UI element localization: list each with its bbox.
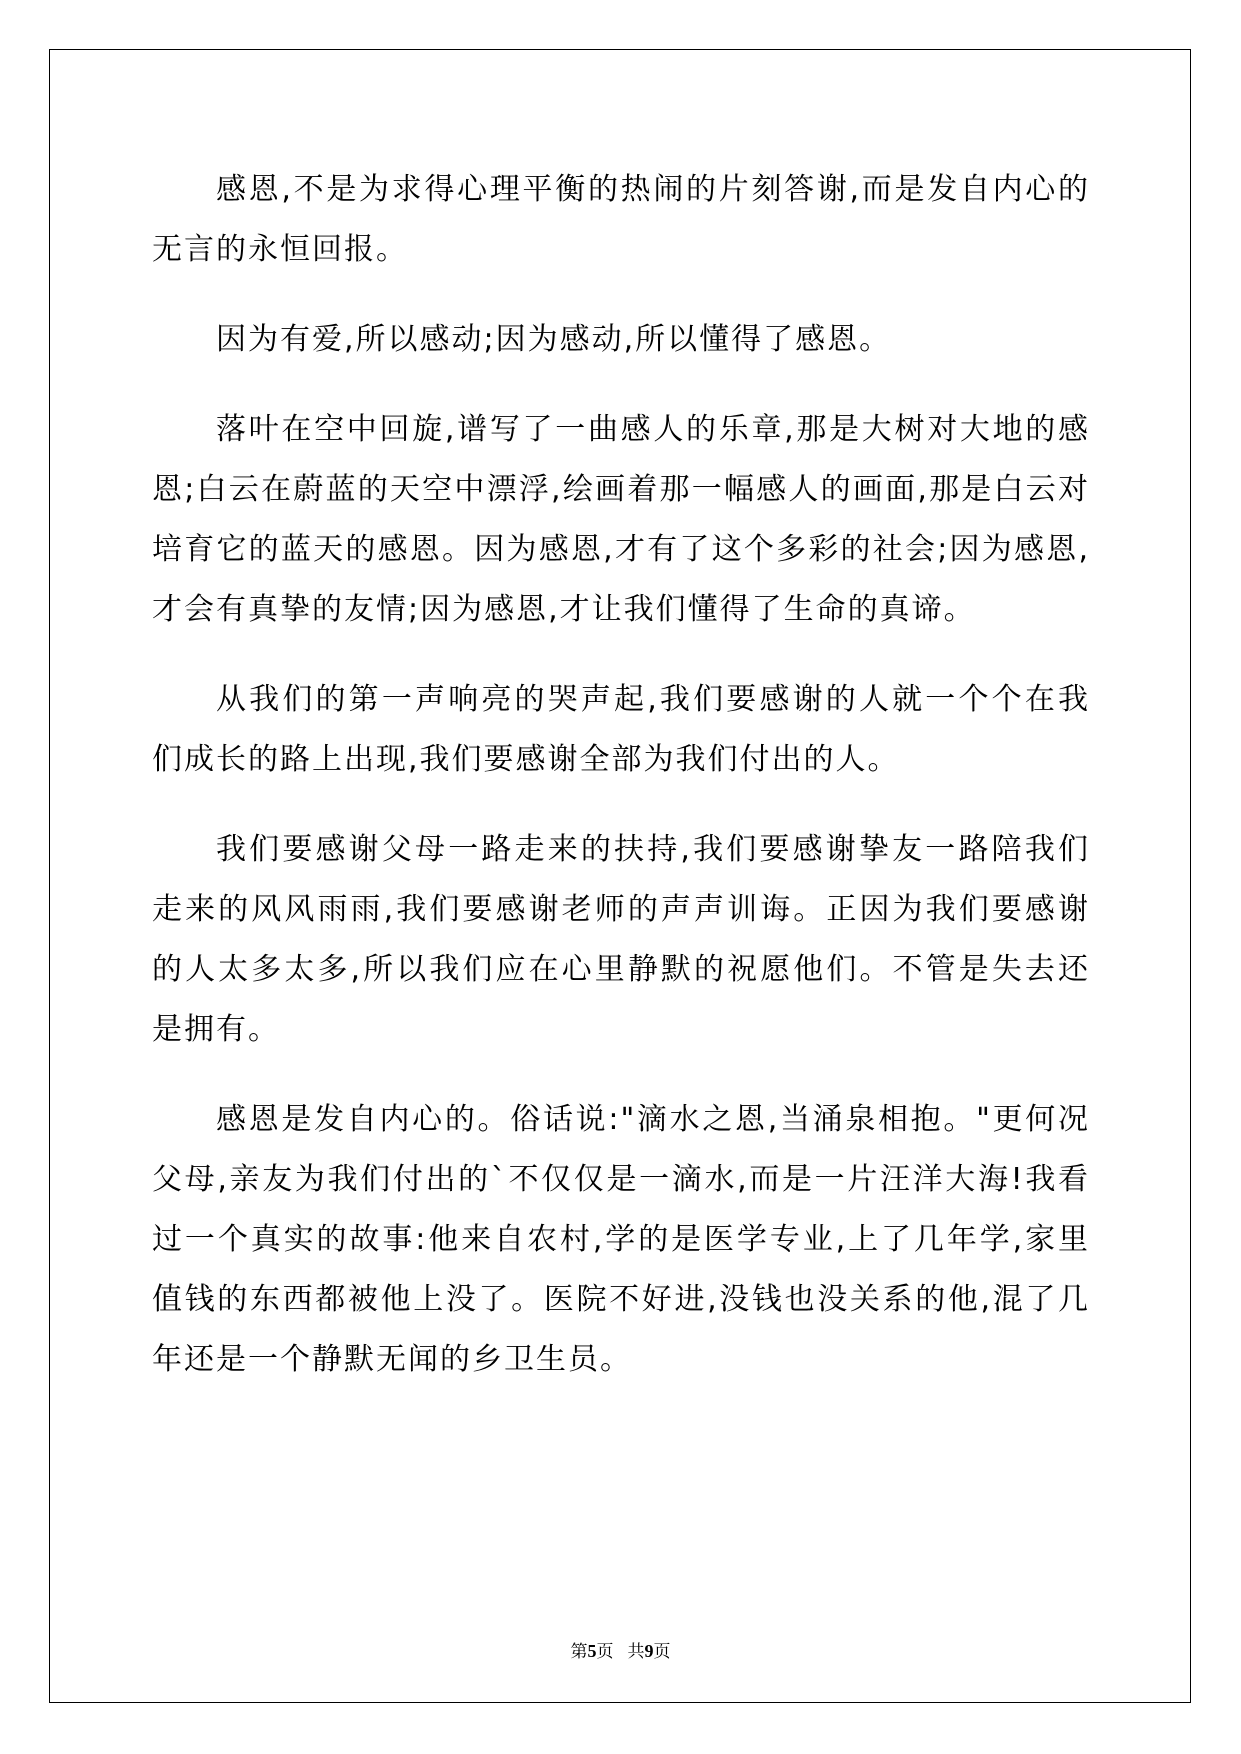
current-page-number: 5 xyxy=(587,1641,597,1661)
paragraph-2: 因为有爱,所以感动;因为感动,所以懂得了感恩。 xyxy=(216,322,892,357)
paragraph-6: 感恩是发自内心的。俗话说:"滴水之恩,当涌泉相抱。"更何况父母,亲友为我们付出的`不仅仅是一滴水,而是一片汪洋大海!我看过一个真实的故事:他来自农村,学的是医学专业,上了几年学,家里值钱的东西都被他上没了。医院不好进,没钱也没关系的他,混了几年还是一个静默无闻的乡卫生员。 xyxy=(152,1102,1090,1377)
page-footer xyxy=(0,1641,1241,1662)
total-suffix: 页 xyxy=(653,1642,671,1662)
total-prefix: 共 xyxy=(627,1642,645,1662)
page-suffix: 页 xyxy=(596,1642,614,1662)
page-prefix: 第 xyxy=(570,1642,588,1662)
paragraph-5: 我们要感谢父母一路走来的扶持,我们要感谢挚友一路陪我们走来的风风雨雨,我们要感谢老师的声声训诲。正因为我们要感谢的人太多太多,所以我们应在心里静默的祝愿他们。不管是失去还是拥有。 xyxy=(152,832,1090,1047)
paragraph-4: 从我们的第一声响亮的哭声起,我们要感谢的人就一个个在我们成长的路上出现,我们要感谢全部为我们付出的人。 xyxy=(152,682,1090,777)
total-pages-number: 9 xyxy=(644,1641,654,1661)
paragraph-1: 感恩,不是为求得心理平衡的热闹的片刻答谢,而是发自内心的无言的永恒回报。 xyxy=(152,172,1090,267)
document-body xyxy=(152,160,1090,1420)
paragraph-3: 落叶在空中回旋,谱写了一曲感人的乐章,那是大树对大地的感恩;白云在蔚蓝的天空中漂浮,绘画着那一幅感人的画面,那是白云对培育它的蓝天的感恩。因为感恩,才有了这个多彩的社会;因为感恩,才会有真挚的友情;因为感恩,才让我们懂得了生命的真谛。 xyxy=(152,412,1090,627)
